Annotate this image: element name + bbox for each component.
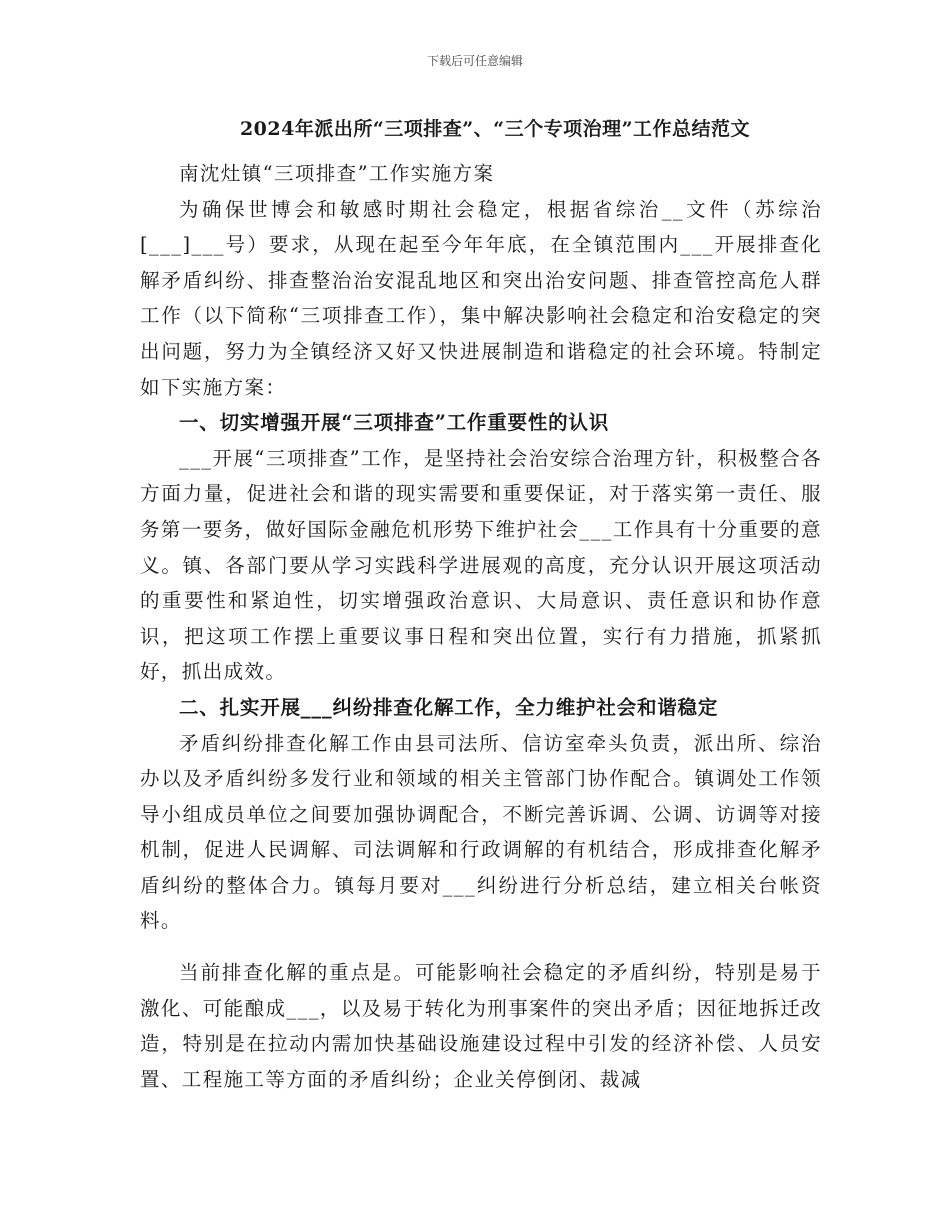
section-heading-1: 一、切实增强开展“三项排查”工作重要性的认识 [179,411,610,435]
plan-title-paragraph: 南沈灶镇“三项排查”工作实施方案 [179,162,495,185]
document-body [140,156,822,1097]
focus-paragraph: 当前排查化解的重点是。可能影响社会稳定的矛盾纠纷，特别是易于激化、可能酿成___，以及易于转化为刑事案件的突出矛盾；因征地拆迁改造，特别是在拉动内需加快基础设施建设过程中引发的经济补偿、人员安置、工程施工等方面的矛盾纠纷；企业关停倒闭、裁减 [140,961,822,1091]
section-1-paragraph: ___开展“三项排查”工作，是坚持社会治安综合治理方针，积极整合各方面力量，促进社会和谐的现实需要和重要保证，对于落实第一责任、服务第一要务，做好国际金融危机形势下维护社会___工作具有十分重要的意义。镇、各部门要从学习实践科学进展观的高度，充分认识开展这项活动的重要性和紧迫性，切实增强政治意识、大局意识、责任意识和协作意识，把这项工作摆上重要议事日程和突出位置，实行有力措施，抓紧抓好，抓出成效。 [140,446,822,684]
header-note: 下载后可任意编辑 [426,54,523,68]
intro-paragraph: 为确保世博会和敏感时期社会稳定，根据省综治__文件（苏综治[___]___号）要求，从现在起至今年年底，在全镇范围内___开展排查化解矛盾纠纷、排查整治治安混乱地区和突出治安问题、排查管控高危人群工作（以下简称“三项排查工作），集中解决影响社会稳定和治安稳定的突出问题，努力为全镇经济又好又快进展制造和谐稳定的社会环境。特制定如下实施方案： [140,197,822,399]
section-2-paragraph: 矛盾纠纷排查化解工作由县司法所、信访室牵头负责，派出所、综治办以及矛盾纠纷多发行业和领域的相关主管部门协作配合。镇调处工作领导小组成员单位之间要加强协调配合，不断完善诉调、公调、访调等对接机制，促进人民调解、司法调解和行政调解的有机结合，形成排查化解矛盾纠纷的整体合力。镇每月要对___纠纷进行分析总结，建立相关台帐资料。 [140,731,822,933]
document-title: 2024年派出所“三项排查”、“三个专项治理”工作总结范文 [239,118,751,140]
section-heading-2: 二、扎实开展___纠纷排查化解工作，全力维护社会和谐稳定 [179,695,719,719]
